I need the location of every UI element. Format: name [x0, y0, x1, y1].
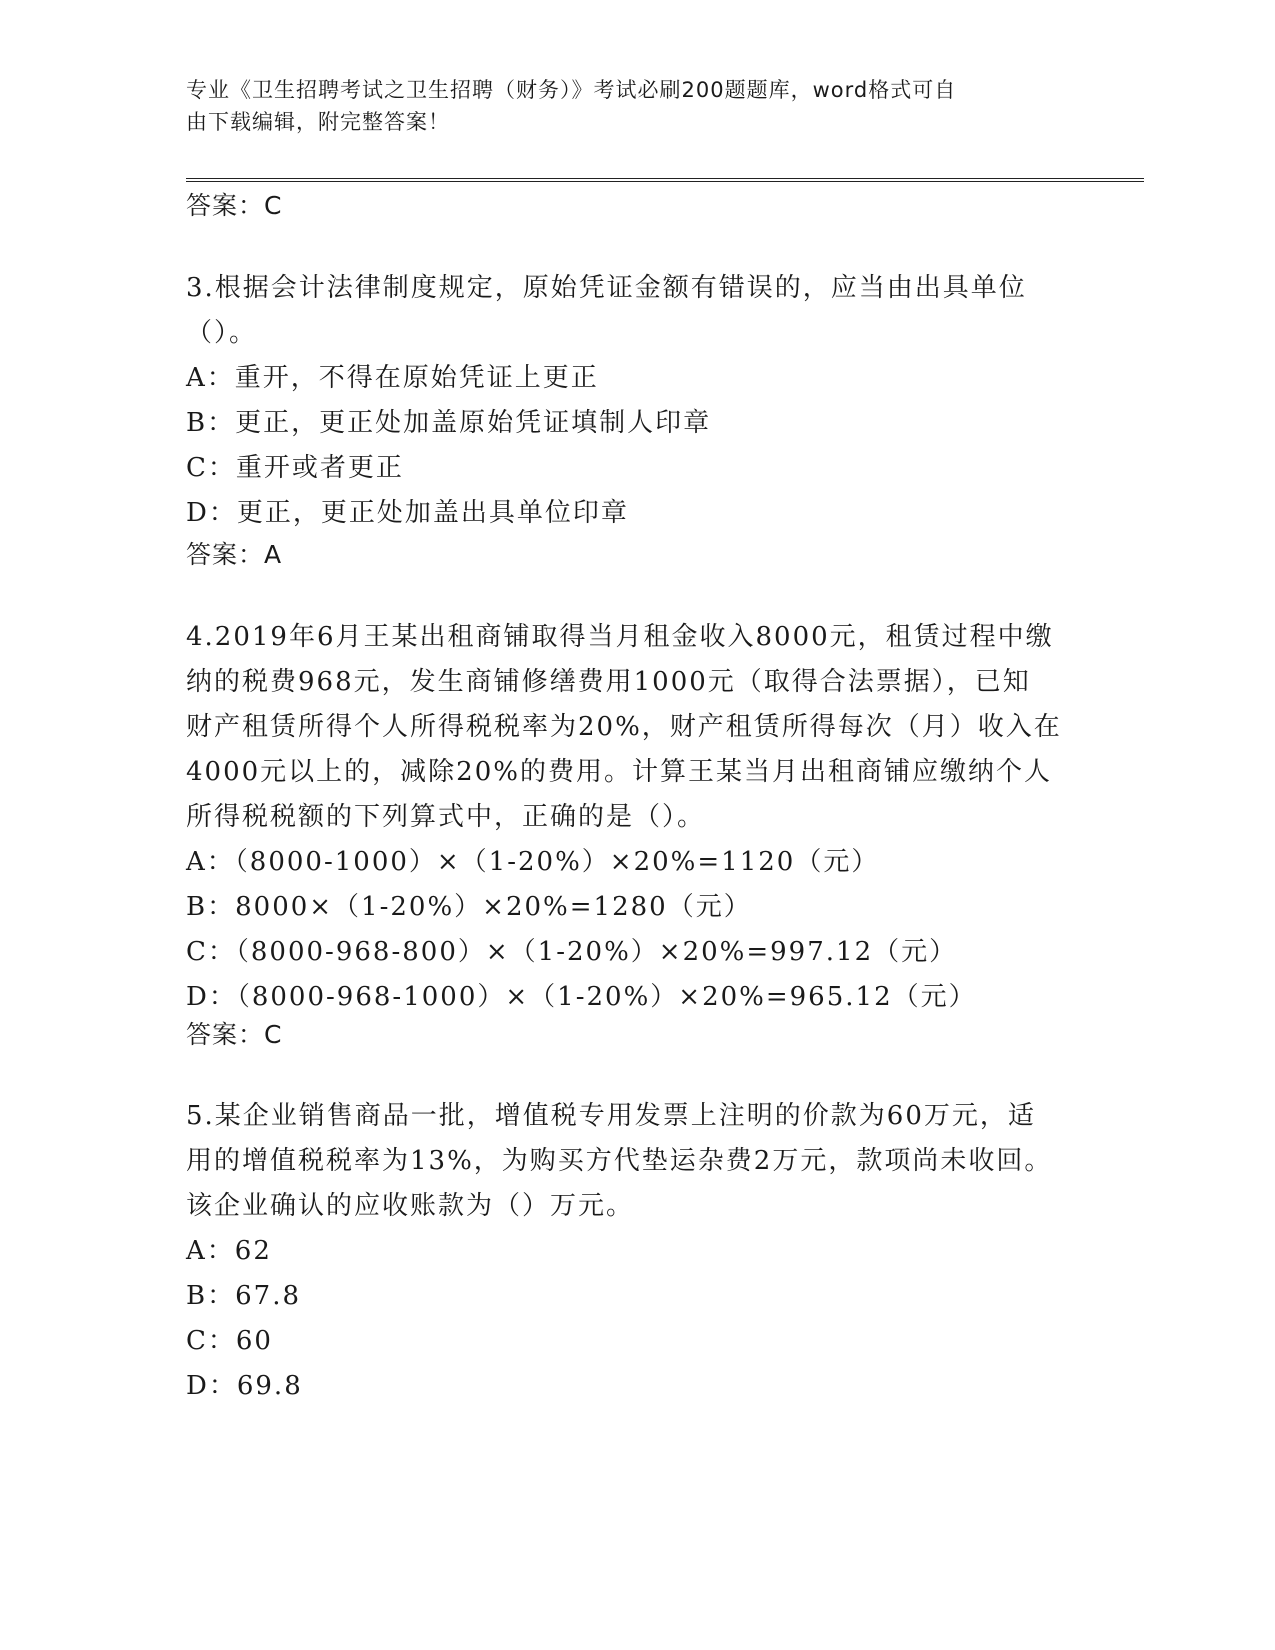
question-3-option-a: A：重开，不得在原始凭证上更正: [186, 363, 599, 393]
question-3-option-b: B：更正，更正处加盖原始凭证填制人印章: [186, 408, 712, 438]
answer-q4: 答案：C: [186, 1020, 283, 1049]
question-5-option-a: A：62: [186, 1236, 272, 1266]
header-divider-bottom: [186, 181, 1144, 182]
page-header: [186, 74, 1066, 138]
question-5: [186, 1094, 1086, 1409]
question-5-stem-line-1: 5.某企业销售商品一批，增值税专用发票上注明的价款为60万元，适: [186, 1101, 1036, 1131]
question-4-stem-line-1: 4.2019年6月王某出租商铺取得当月租金收入8000元，租赁过程中缴: [186, 622, 1054, 652]
question-4-stem-line-2: 纳的税费968元，发生商铺修缮费用1000元（取得合法票据），已知: [186, 667, 1031, 697]
question-3: [186, 266, 1086, 536]
question-5-stem-line-3: 该企业确认的应收账款为（）万元。: [186, 1191, 635, 1221]
question-4-option-d: D：（8000-968-1000）×（1-20%）×20%=965.12（元）: [186, 982, 977, 1012]
question-5-stem-line-2: 用的增值税税率为13%，为购买方代垫运杂费2万元，款项尚未收回。: [186, 1146, 1053, 1176]
question-5-option-d: D：69.8: [186, 1371, 303, 1401]
question-4-stem-line-5: 所得税税额的下列算式中，正确的是（）。: [186, 802, 706, 832]
answer-q2: 答案：C: [186, 191, 283, 220]
question-4-stem-line-3: 财产租赁所得个人所得税税率为20%，财产租赁所得每次（月）收入在: [186, 712, 1062, 742]
question-4: [186, 615, 1086, 1020]
question-4-stem-line-4: 4000元以上的，减除20%的费用。计算王某当月出租商铺应缴纳个人: [186, 757, 1052, 787]
question-5-option-b: B：67.8: [186, 1281, 301, 1311]
question-4-option-c: C：（8000-968-800）×（1-20%）×20%=997.12（元）: [186, 937, 958, 967]
header-line-1: 专业《卫生招聘考试之卫生招聘（财务）》考试必刷200题题库，word格式可自: [186, 78, 957, 102]
header-line-2: 由下载编辑，附完整答案！: [186, 110, 450, 134]
question-4-option-b: B：8000×（1-20%）×20%=1280（元）: [186, 892, 752, 922]
question-3-stem-line-2: （）。: [186, 318, 258, 348]
question-3-option-c: C：重开或者更正: [186, 453, 404, 483]
question-5-option-c: C：60: [186, 1326, 273, 1356]
question-3-stem-line-1: 3.根据会计法律制度规定，原始凭证金额有错误的，应当由出具单位: [186, 273, 1027, 303]
question-3-option-d: D：更正，更正处加盖出具单位印章: [186, 498, 629, 528]
answer-q3: 答案：A: [186, 540, 283, 569]
question-4-option-a: A：（8000-1000）×（1-20%）×20%=1120（元）: [186, 847, 880, 877]
header-divider-top: [186, 178, 1144, 179]
